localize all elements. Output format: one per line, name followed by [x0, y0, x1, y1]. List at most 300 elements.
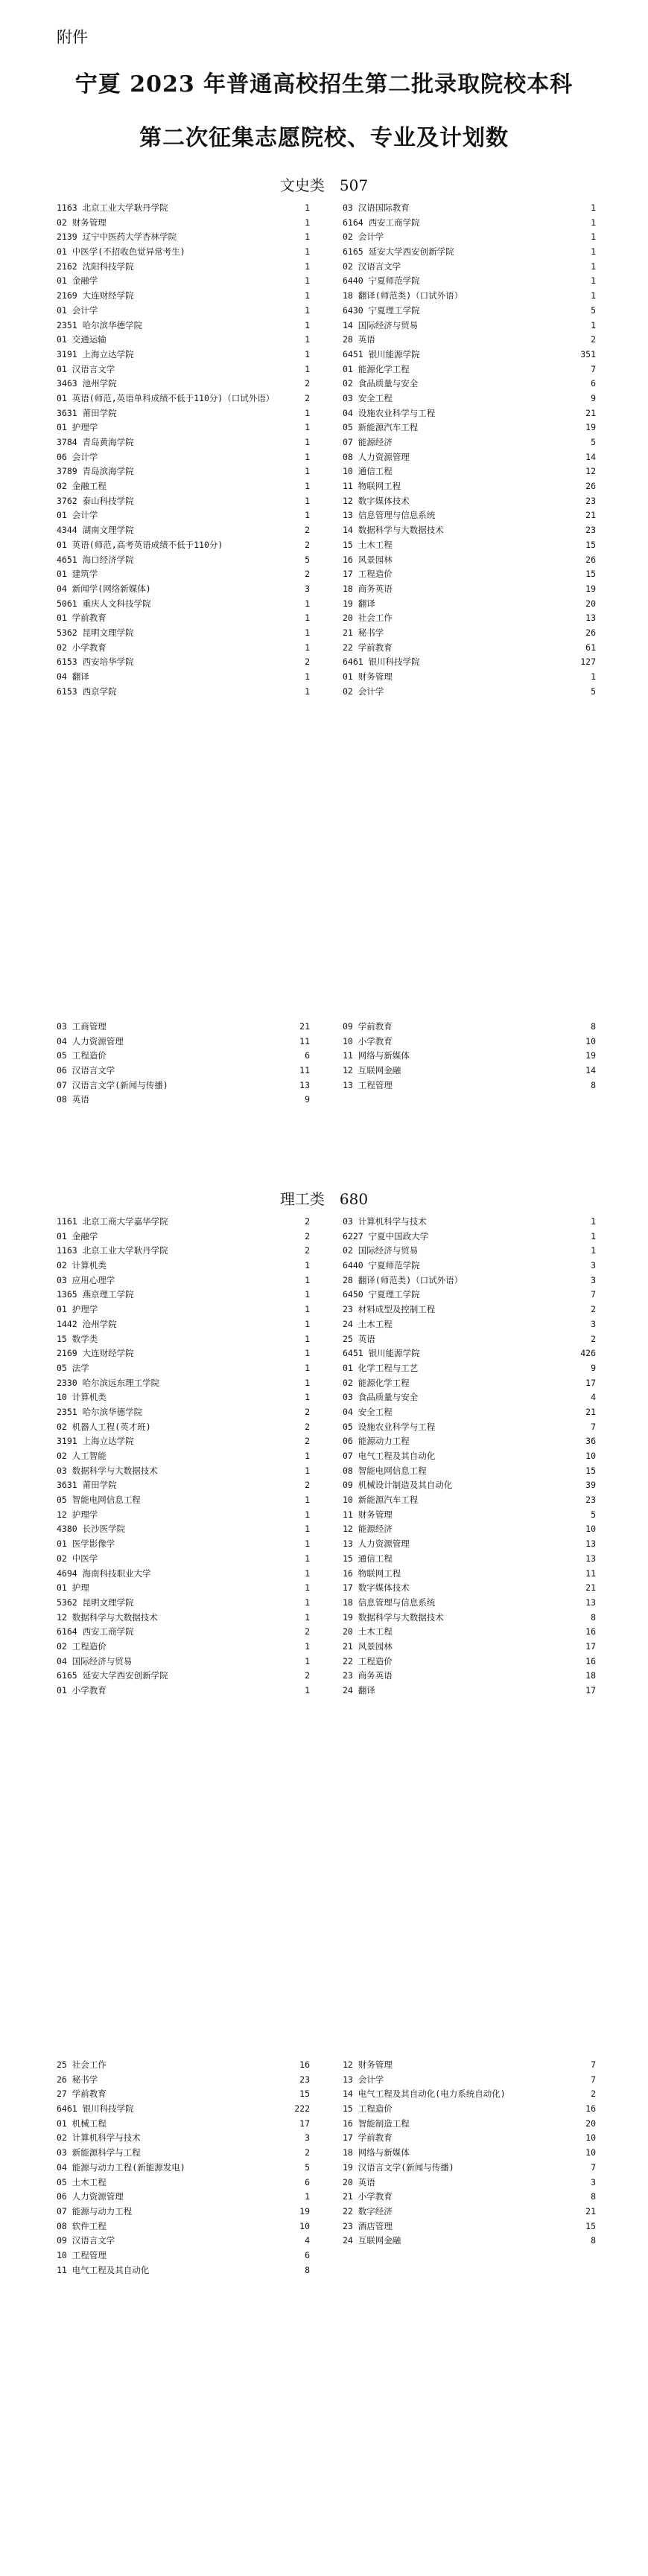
item-count: 1 — [305, 1509, 310, 1520]
item-name: 25 英语 — [343, 1333, 375, 1344]
item-count: 1 — [305, 1567, 310, 1579]
item-count: 2 — [305, 539, 310, 550]
list-item — [343, 216, 596, 231]
item-count: 19 — [299, 2205, 310, 2217]
item-name: 08 人力资源管理 — [343, 451, 410, 462]
item-count: 19 — [585, 583, 596, 594]
item-count: 3 — [305, 2132, 310, 2144]
item-count: 2 — [305, 1436, 310, 1447]
item-name: 2162 沈阳科技学院 — [57, 261, 134, 272]
list-item — [343, 670, 596, 685]
list-item — [57, 362, 310, 377]
list-item — [343, 1405, 596, 1420]
item-name: 02 国际经济与贸易 — [343, 1245, 419, 1256]
item-name: 01 能源化学工程 — [343, 363, 410, 374]
list-item — [343, 1684, 596, 1698]
list-item — [343, 508, 596, 523]
item-name: 6164 西安工商学院 — [343, 217, 420, 228]
item-name: 10 小学教育 — [343, 1035, 393, 1046]
item-name: 01 机械工程 — [57, 2118, 107, 2129]
list-item — [343, 319, 596, 333]
item-name: 02 计算机科学与技术 — [57, 2132, 141, 2144]
item-name: 18 翻译(师范类)（口试外语） — [343, 290, 463, 301]
item-name: 07 能源经济 — [343, 437, 393, 447]
list-item — [57, 2205, 310, 2219]
attachment-label: 附件 — [57, 28, 88, 46]
item-name: 5061 重庆人文科技学院 — [57, 598, 151, 609]
list-item — [57, 1449, 310, 1464]
item-count: 21 — [585, 510, 596, 521]
item-count: 5 — [591, 685, 596, 697]
item-count: 23 — [585, 525, 596, 536]
wenshi-block1-right — [343, 201, 596, 699]
item-count: 1 — [305, 1274, 310, 1285]
list-item — [57, 538, 310, 553]
item-name: 01 建筑学 — [57, 569, 98, 580]
item-count: 1 — [305, 1318, 310, 1329]
item-name: 11 网络与新媒体 — [343, 1050, 410, 1061]
item-count: 7 — [591, 2161, 596, 2173]
item-name: 01 化学工程与工艺 — [343, 1362, 419, 1373]
item-count: 23 — [299, 2074, 310, 2085]
item-name: 11 物联网工程 — [343, 481, 401, 492]
item-name: 05 设施农业科学与工程 — [343, 1421, 436, 1432]
item-name: 14 数据科学与大数据技术 — [343, 525, 444, 536]
item-count: 1 — [305, 685, 310, 697]
item-count: 11 — [585, 1567, 596, 1579]
list-item — [343, 2161, 596, 2176]
list-item — [57, 1611, 310, 1626]
list-item — [57, 553, 310, 568]
item-count: 2 — [305, 656, 310, 668]
list-item — [343, 260, 596, 275]
item-count: 6 — [305, 2176, 310, 2187]
item-name: 3784 青岛黄海学院 — [57, 437, 134, 447]
item-name: 17 数字媒体技术 — [343, 1582, 410, 1594]
item-count: 1 — [305, 275, 310, 287]
item-count: 1 — [305, 2191, 310, 2202]
item-count: 21 — [299, 1021, 310, 1032]
list-item — [343, 1317, 596, 1332]
item-count: 2 — [305, 392, 310, 403]
ligong-block1-left — [57, 1215, 310, 1698]
list-item — [57, 216, 310, 231]
item-count: 2 — [305, 1230, 310, 1241]
item-count: 15 — [585, 539, 596, 550]
list-item — [57, 1035, 310, 1049]
list-item — [57, 1317, 310, 1332]
list-item — [343, 597, 596, 612]
item-name: 19 汉语言文学(新闻与传播) — [343, 2161, 454, 2173]
page-title-line1: 宁夏 2023 年普通高校招生第二批录取院校本科 — [74, 71, 574, 98]
item-count: 1 — [305, 1260, 310, 1271]
item-count: 6 — [305, 1050, 310, 1061]
item-count: 1 — [305, 231, 310, 243]
item-name: 01 中医学(不招收色觉异常考生) — [57, 246, 185, 258]
item-name: 03 工商管理 — [57, 1021, 107, 1032]
list-item — [343, 1064, 596, 1078]
list-item — [57, 1596, 310, 1611]
wenshi-block1-left — [57, 201, 310, 699]
item-name: 6451 银川能源学院 — [343, 348, 420, 359]
ligong-block1-right — [343, 1215, 596, 1698]
list-item — [343, 377, 596, 391]
item-count: 1 — [305, 1553, 310, 1564]
list-item — [57, 1303, 310, 1317]
item-count: 23 — [585, 1495, 596, 1506]
item-name: 17 工程造价 — [343, 569, 393, 580]
list-item — [343, 1420, 596, 1435]
item-name: 6165 延安大学西安创新学院 — [57, 1670, 168, 1681]
item-count: 13 — [585, 1597, 596, 1608]
item-name: 19 数据科学与大数据技术 — [343, 1611, 444, 1623]
item-count: 21 — [585, 1582, 596, 1594]
item-count: 1 — [305, 1377, 310, 1388]
list-item — [57, 348, 310, 362]
item-name: 6440 宁夏师范学院 — [343, 275, 420, 287]
list-item — [57, 304, 310, 319]
item-count: 36 — [585, 1436, 596, 1447]
list-item — [57, 655, 310, 670]
list-item — [57, 508, 310, 523]
item-count: 10 — [585, 1451, 596, 1461]
item-name: 01 护理 — [57, 1582, 89, 1594]
item-count: 26 — [585, 554, 596, 565]
item-count: 1 — [305, 261, 310, 272]
list-item — [343, 230, 596, 245]
item-name: 6227 宁夏中国政大学 — [343, 1230, 429, 1241]
item-count: 2 — [305, 378, 310, 389]
item-name: 5362 昆明文理学院 — [57, 1597, 134, 1608]
item-count: 426 — [580, 1348, 596, 1359]
item-count: 19 — [585, 422, 596, 433]
item-count: 1 — [305, 1582, 310, 1594]
item-name: 01 医学影像学 — [57, 1538, 115, 1550]
wenshi-block2-right — [343, 1020, 596, 1093]
item-count: 2 — [591, 334, 596, 345]
wenshi-block2-left — [57, 1020, 310, 1108]
list-item — [57, 1581, 310, 1596]
list-item — [343, 1020, 596, 1035]
item-count: 1 — [305, 1333, 310, 1344]
list-item — [57, 260, 310, 275]
item-count: 2 — [591, 1333, 596, 1344]
list-item — [343, 245, 596, 260]
item-name: 14 电气工程及其自动化(电力系统自动化) — [343, 2088, 506, 2100]
item-count: 23 — [585, 495, 596, 506]
item-count: 5 — [305, 2161, 310, 2173]
item-name: 13 会计学 — [343, 2074, 384, 2085]
item-name: 09 学前教育 — [343, 1021, 393, 1032]
item-count: 19 — [585, 1050, 596, 1061]
item-count: 2 — [305, 1406, 310, 1417]
item-name: 01 护理学 — [57, 422, 98, 433]
item-name: 3191 上海立达学院 — [57, 1436, 134, 1447]
item-name: 01 学前教育 — [57, 613, 107, 624]
item-count: 1 — [305, 642, 310, 653]
list-item — [57, 1049, 310, 1064]
item-name: 2139 辽宁中医药大学杏林学院 — [57, 231, 177, 243]
list-item — [343, 1537, 596, 1552]
item-count: 8 — [591, 2235, 596, 2246]
list-item — [343, 626, 596, 641]
item-name: 04 安全工程 — [343, 1406, 393, 1417]
item-count: 1 — [305, 1362, 310, 1373]
list-item — [343, 2131, 596, 2146]
item-name: 3762 泰山科技学院 — [57, 495, 134, 506]
list-item — [57, 2058, 310, 2073]
item-name: 04 设施农业科学与工程 — [343, 407, 436, 418]
item-name: 6153 西安培华学院 — [57, 656, 134, 668]
item-count: 17 — [585, 1377, 596, 1388]
item-name: 6165 延安大学西安创新学院 — [343, 246, 454, 258]
item-count: 7 — [591, 2059, 596, 2070]
list-item — [57, 2161, 310, 2176]
list-item — [57, 2073, 310, 2088]
item-name: 11 财务管理 — [343, 1509, 393, 1520]
item-name: 05 新能源汽车工程 — [343, 422, 419, 433]
item-count: 1 — [305, 1465, 310, 1476]
list-item — [57, 1537, 310, 1552]
item-count: 7 — [591, 1421, 596, 1432]
item-count: 5 — [591, 1509, 596, 1520]
list-item — [57, 1093, 310, 1108]
item-count: 2 — [591, 1304, 596, 1315]
item-count: 1 — [305, 348, 310, 359]
item-count: 1 — [305, 290, 310, 301]
item-count: 1 — [305, 1597, 310, 1608]
list-item — [57, 333, 310, 348]
list-item — [343, 479, 596, 494]
item-count: 3 — [591, 1260, 596, 1271]
item-count: 1 — [305, 1524, 310, 1535]
list-item — [343, 641, 596, 656]
item-count: 15 — [299, 2088, 310, 2100]
item-name: 12 财务管理 — [343, 2059, 393, 2070]
item-count: 1 — [305, 437, 310, 447]
item-count: 9 — [591, 392, 596, 403]
item-name: 24 翻译 — [343, 1685, 375, 1696]
list-item — [343, 362, 596, 377]
list-item — [343, 1640, 596, 1655]
item-count: 1 — [305, 202, 310, 213]
ligong-block2-left — [57, 2058, 310, 2278]
item-name: 15 工程造价 — [343, 2103, 393, 2115]
item-name: 28 翻译(师范类)（口试外语） — [343, 1274, 463, 1285]
list-item — [343, 289, 596, 304]
list-item — [343, 2190, 596, 2205]
item-name: 6164 西安工商学院 — [57, 1626, 134, 1637]
list-item — [343, 201, 596, 216]
item-count: 2 — [305, 1421, 310, 1432]
item-name: 01 会计学 — [57, 510, 98, 521]
list-item — [57, 1064, 310, 1078]
list-item — [57, 1464, 310, 1479]
item-name: 12 互联网金融 — [343, 1065, 401, 1076]
item-name: 08 英语 — [57, 1094, 89, 1105]
list-item — [343, 1581, 596, 1596]
item-name: 03 数据科学与大数据技术 — [57, 1465, 158, 1476]
list-item — [57, 1273, 310, 1288]
list-item — [343, 406, 596, 421]
list-item — [343, 1596, 596, 1611]
item-count: 5 — [591, 304, 596, 316]
list-item — [57, 1215, 310, 1230]
item-name: 12 数字媒体技术 — [343, 495, 410, 506]
list-item — [343, 685, 596, 700]
item-count: 3 — [591, 1318, 596, 1329]
item-name: 01 财务管理 — [343, 671, 393, 682]
list-item — [343, 274, 596, 289]
item-name: 07 电气工程及其自动化 — [343, 1451, 436, 1461]
item-count: 21 — [585, 407, 596, 418]
list-item — [343, 1303, 596, 1317]
list-item — [57, 1346, 310, 1361]
item-name: 01 汉语言文学 — [57, 363, 115, 374]
item-name: 03 计算机科学与技术 — [343, 1216, 427, 1227]
item-count: 26 — [585, 627, 596, 638]
item-count: 1 — [305, 1304, 310, 1315]
item-count: 1 — [591, 246, 596, 258]
item-name: 05 工程造价 — [57, 1050, 107, 1061]
item-name: 16 物联网工程 — [343, 1567, 401, 1579]
list-item — [57, 685, 310, 700]
item-count: 16 — [585, 2103, 596, 2115]
item-count: 15 — [585, 569, 596, 580]
list-item — [57, 2176, 310, 2190]
list-item — [343, 1230, 596, 1244]
item-name: 3631 莆田学院 — [57, 1480, 117, 1491]
item-name: 05 智能电网信息工程 — [57, 1495, 141, 1506]
list-item — [57, 1259, 310, 1273]
item-count: 1 — [305, 1495, 310, 1506]
item-count: 1 — [591, 261, 596, 272]
item-name: 23 酒店管理 — [343, 2220, 393, 2231]
item-count: 1 — [305, 422, 310, 433]
item-count: 10 — [585, 2147, 596, 2158]
item-name: 24 互联网金融 — [343, 2235, 401, 2246]
item-name: 12 能源经济 — [343, 1524, 393, 1535]
item-count: 2 — [305, 1245, 310, 1256]
item-name: 06 人力资源管理 — [57, 2191, 124, 2202]
item-name: 11 电气工程及其自动化 — [57, 2264, 150, 2275]
list-item — [343, 435, 596, 450]
list-item — [57, 2219, 310, 2234]
list-item — [57, 523, 310, 538]
item-name: 20 英语 — [343, 2176, 375, 2187]
item-name: 03 应用心理学 — [57, 1274, 115, 1285]
item-count: 1 — [305, 319, 310, 330]
item-name: 03 安全工程 — [343, 392, 393, 403]
list-item — [57, 597, 310, 612]
item-count: 1 — [591, 202, 596, 213]
item-name: 02 能源化学工程 — [343, 1377, 410, 1388]
item-name: 13 信息管理与信息系统 — [343, 510, 436, 521]
list-item — [343, 582, 596, 597]
item-name: 21 风景园林 — [343, 1640, 393, 1652]
item-name: 27 学前教育 — [57, 2088, 107, 2100]
item-name: 10 计算机类 — [57, 1392, 107, 1403]
item-name: 2351 哈尔滨华德学院 — [57, 319, 143, 330]
list-item — [57, 391, 310, 406]
list-item — [57, 2263, 310, 2278]
item-count: 15 — [585, 1465, 596, 1476]
item-name: 6461 银川科技学院 — [343, 656, 420, 668]
list-item — [57, 479, 310, 494]
list-item — [343, 655, 596, 670]
item-name: 01 护理学 — [57, 1304, 98, 1315]
section-title-wenshi: 文史类 507 — [279, 176, 369, 194]
item-count: 1 — [305, 304, 310, 316]
item-name: 6450 宁夏理工学院 — [343, 1289, 420, 1300]
item-count: 8 — [591, 1079, 596, 1090]
item-name: 4380 长沙医学院 — [57, 1524, 126, 1535]
list-item — [343, 2087, 596, 2102]
list-item — [57, 1684, 310, 1698]
item-count: 15 — [585, 2220, 596, 2231]
list-item — [57, 1625, 310, 1640]
item-name: 2169 大连财经学院 — [57, 290, 134, 301]
item-name: 07 能源与动力工程 — [57, 2205, 133, 2217]
list-item — [57, 1655, 310, 1669]
item-name: 02 食品质量与安全 — [343, 378, 419, 389]
list-item — [57, 421, 310, 435]
item-name: 05 土木工程 — [57, 2176, 107, 2187]
item-name: 03 食品质量与安全 — [343, 1392, 419, 1403]
item-name: 21 秘书学 — [343, 627, 384, 638]
list-item — [343, 523, 596, 538]
list-item — [343, 1273, 596, 1288]
item-count: 39 — [585, 1480, 596, 1491]
item-count: 5 — [305, 554, 310, 565]
item-name: 04 翻译 — [57, 671, 89, 682]
section-title-ligong: 理工类 680 — [279, 1190, 369, 1208]
list-item — [57, 582, 310, 597]
item-name: 10 工程管理 — [57, 2249, 107, 2260]
list-item — [343, 464, 596, 479]
item-count: 6 — [305, 2249, 310, 2260]
item-count: 1 — [305, 407, 310, 418]
item-name: 04 人力资源管理 — [57, 1035, 124, 1046]
item-count: 1 — [305, 363, 310, 374]
item-name: 6440 宁夏师范学院 — [343, 1260, 420, 1271]
item-count: 2 — [305, 569, 310, 580]
item-name: 12 护理学 — [57, 1509, 98, 1520]
item-count: 1 — [305, 1611, 310, 1623]
list-item — [57, 319, 310, 333]
item-name: 25 社会工作 — [57, 2059, 107, 2070]
item-name: 09 汉语言文学 — [57, 2235, 115, 2246]
list-item — [57, 1493, 310, 1508]
item-name: 2169 大连财经学院 — [57, 1348, 134, 1359]
item-name: 3191 上海立达学院 — [57, 348, 134, 359]
list-item — [57, 2190, 310, 2205]
item-count: 1 — [305, 217, 310, 228]
list-item — [57, 464, 310, 479]
list-item — [57, 1405, 310, 1420]
item-count: 16 — [585, 1655, 596, 1666]
item-count: 2 — [305, 1626, 310, 1637]
item-name: 04 新闻学(网络新媒体) — [57, 583, 151, 594]
list-item — [343, 2102, 596, 2117]
list-item — [57, 1332, 310, 1347]
list-item — [343, 1552, 596, 1567]
list-item — [343, 1611, 596, 1626]
item-name: 19 翻译 — [343, 598, 375, 609]
list-item — [57, 1552, 310, 1567]
list-item — [343, 567, 596, 582]
item-count: 4 — [305, 2235, 310, 2246]
